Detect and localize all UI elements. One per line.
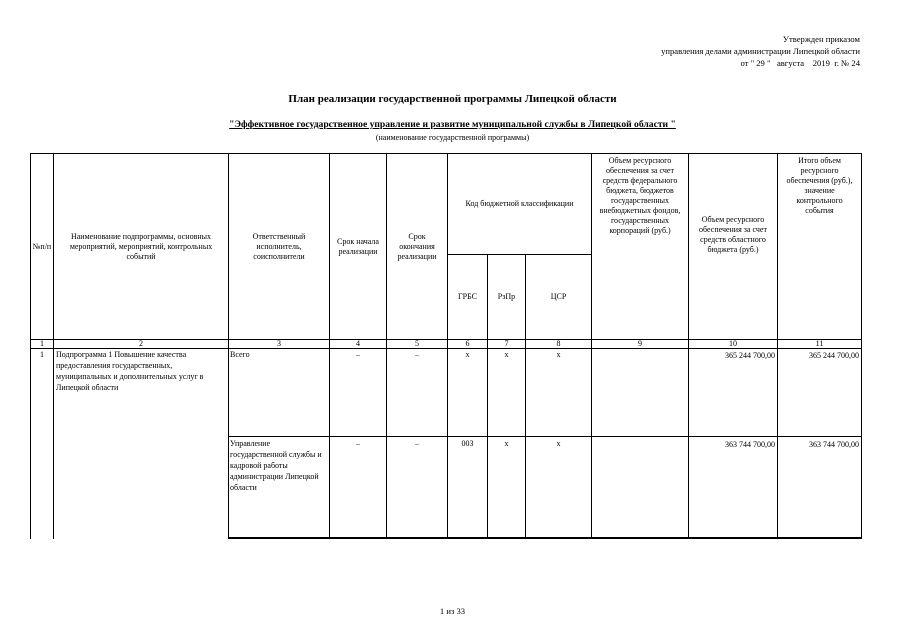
header-grbs: ГРБС (458, 292, 477, 301)
header-total: Итого объем ресурсного обеспечения (руб.), значение контрольного события (786, 156, 853, 215)
row-divider (228, 436, 862, 437)
header-federal: Объем ресурсного обеспечения за счет средств федерального бюджета, бюджетов государственных внебюджетных фондов, государственных корпораций (руб.) (599, 156, 681, 235)
colnum-3: 3 (277, 339, 281, 348)
row-total: 365 244 700,00 (809, 351, 859, 360)
row-csr: x (556, 350, 561, 359)
header-start: Срок начала реализации (337, 236, 379, 256)
colnum-8: 8 (556, 339, 561, 348)
colnum-1: 1 (40, 339, 44, 348)
row-grbs: x (465, 350, 470, 359)
colnum-6: 6 (465, 339, 470, 348)
approval-line-3: от " 29 " августа 2019 г. № 24 (740, 58, 860, 68)
row-rzpr: x (504, 439, 509, 448)
row-start: .. (356, 438, 360, 447)
row-end: .. (415, 438, 419, 447)
header-executor: Ответственный исполнитель, соисполнители (252, 231, 306, 261)
table-bottom-border (228, 537, 862, 539)
header-csr: ЦСР (550, 292, 567, 301)
document-title: План реализации государственной программы Липецкой области (288, 93, 617, 105)
row-rzpr: x (504, 350, 509, 359)
row-csr: x (556, 439, 561, 448)
colnum-7: 7 (504, 339, 509, 348)
header-num: №п/п (32, 241, 52, 251)
header-budget-classification: Код бюджетной классификации (465, 199, 574, 208)
row-number: 1 (40, 350, 44, 359)
header-rzpr: РзПр (497, 292, 516, 301)
header-regional: Объем ресурсного обеспечения за счет средств областного бюджета (руб.) (699, 215, 767, 254)
row-grbs: 003 (461, 439, 474, 448)
colnum-2: 2 (139, 339, 143, 348)
colnum-9: 9 (638, 339, 642, 348)
approval-stamp (661, 33, 860, 69)
approval-line-1: Утвержден приказом (782, 34, 860, 44)
row-end: .. (415, 349, 419, 358)
header-name: Наименование подпрограммы, основных мероприятий, мероприятий, контрольных событий (69, 231, 213, 261)
approval-line-2: управления делами администрации Липецкой области (661, 46, 860, 56)
colnum-10: 10 (729, 339, 737, 348)
row-regional: 365 244 700,00 (725, 351, 775, 360)
row-executor: Управление государственной службы и кадровой работы администрации Липецкой области (230, 439, 322, 492)
page-counter: 1 из 33 (439, 606, 466, 616)
table-right-border (861, 153, 862, 539)
colnum-4: 4 (356, 339, 360, 348)
header-end: Срок окончания реализации (397, 231, 437, 261)
row-name: Подпрограмма 1 Повышение качества предоставления государственных, муниципальных и дополнительных услуг в Липецкой области (56, 350, 204, 392)
program-name: "Эффективное государственное управление и развитие муниципальной службы в Липецкой области " (229, 119, 676, 130)
colnum-11: 11 (815, 339, 824, 348)
colnum-5: 5 (415, 339, 419, 348)
row-regional: 363 744 700,00 (725, 440, 775, 449)
program-caption: (наименование государственной программы) (375, 133, 530, 142)
row-executor: Всего (230, 350, 250, 359)
row-total: 363 744 700,00 (809, 440, 859, 449)
row-start: .. (356, 349, 360, 358)
